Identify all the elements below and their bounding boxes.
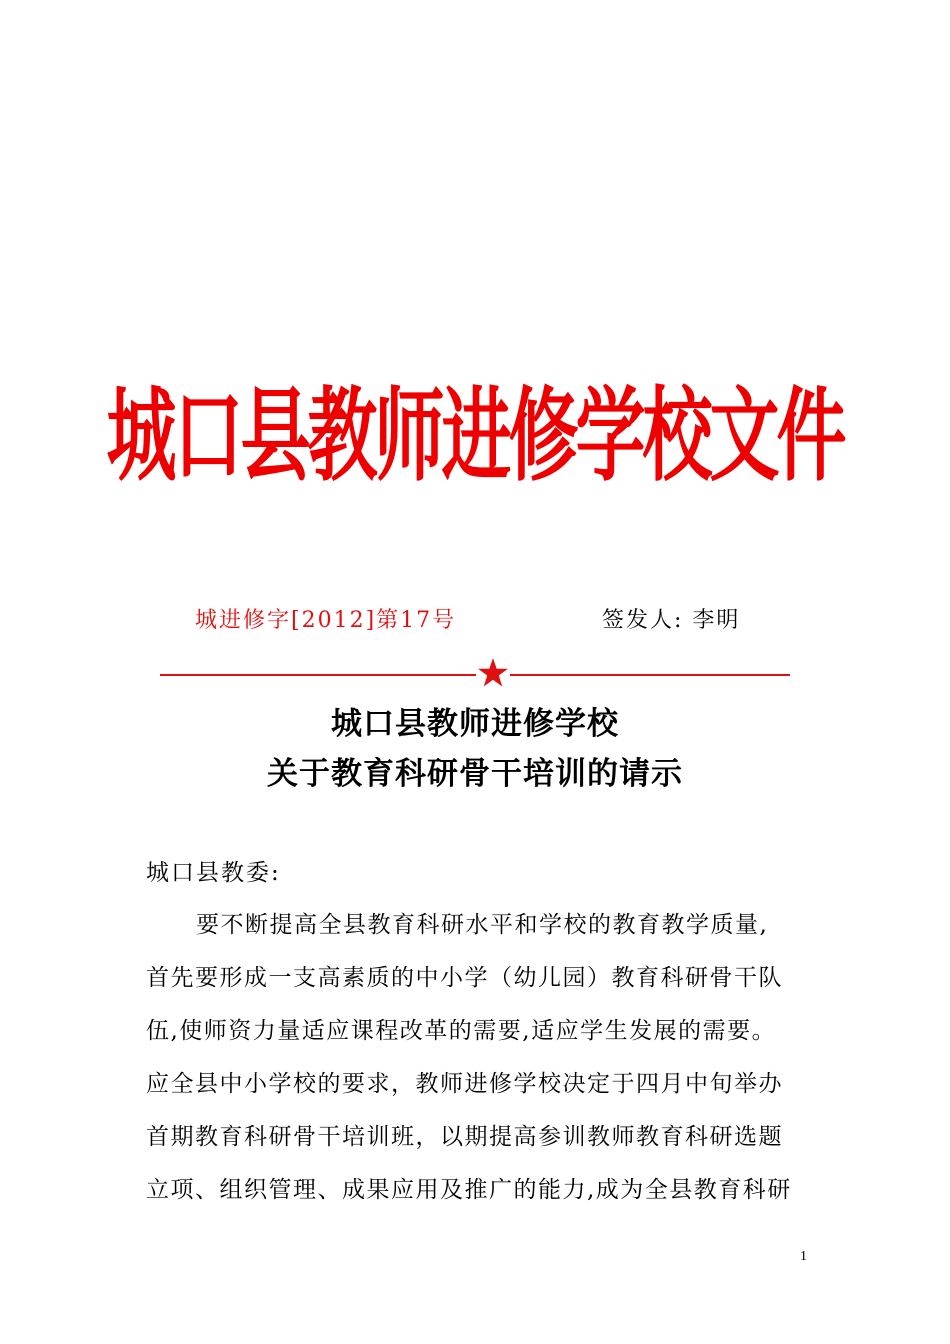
- body-line: 伍,使师资力量适应课程改革的需要,适应学生发展的需要。: [146, 1018, 777, 1044]
- star-icon: [476, 656, 510, 690]
- document-header: [0, 366, 950, 506]
- body-line: 应全县中小学校的要求，教师进修学校决定于四月中旬举办: [146, 1071, 783, 1097]
- page-number: 1: [800, 1249, 807, 1264]
- body-line: 首期教育科研骨干培训班，以期提高参训教师教育科研选题: [146, 1124, 783, 1150]
- body-line: 立项、组织管理、成果应用及推广的能力,成为全县教育科研: [146, 1177, 792, 1203]
- document-header-title: 城口县教师进修学校文件: [106, 376, 844, 496]
- document-title-line-2: 关于教育科研骨干培训的请示: [267, 756, 683, 792]
- separator-line-left: [160, 674, 476, 676]
- salutation: 城口县教委:: [146, 860, 281, 886]
- signer: 签发人: 李明: [602, 608, 741, 633]
- body-line: 首先要形成一支高素质的中小学（幼儿园）教育科研骨干队: [146, 965, 783, 991]
- document-title-line-1: 城口县教师进修学校: [331, 706, 619, 742]
- separator-line-right: [510, 674, 790, 676]
- document-number: 城进修字[2012]第17号: [195, 608, 457, 633]
- body-line: 要不断提高全县教育科研水平和学校的教育教学质量,: [196, 912, 769, 938]
